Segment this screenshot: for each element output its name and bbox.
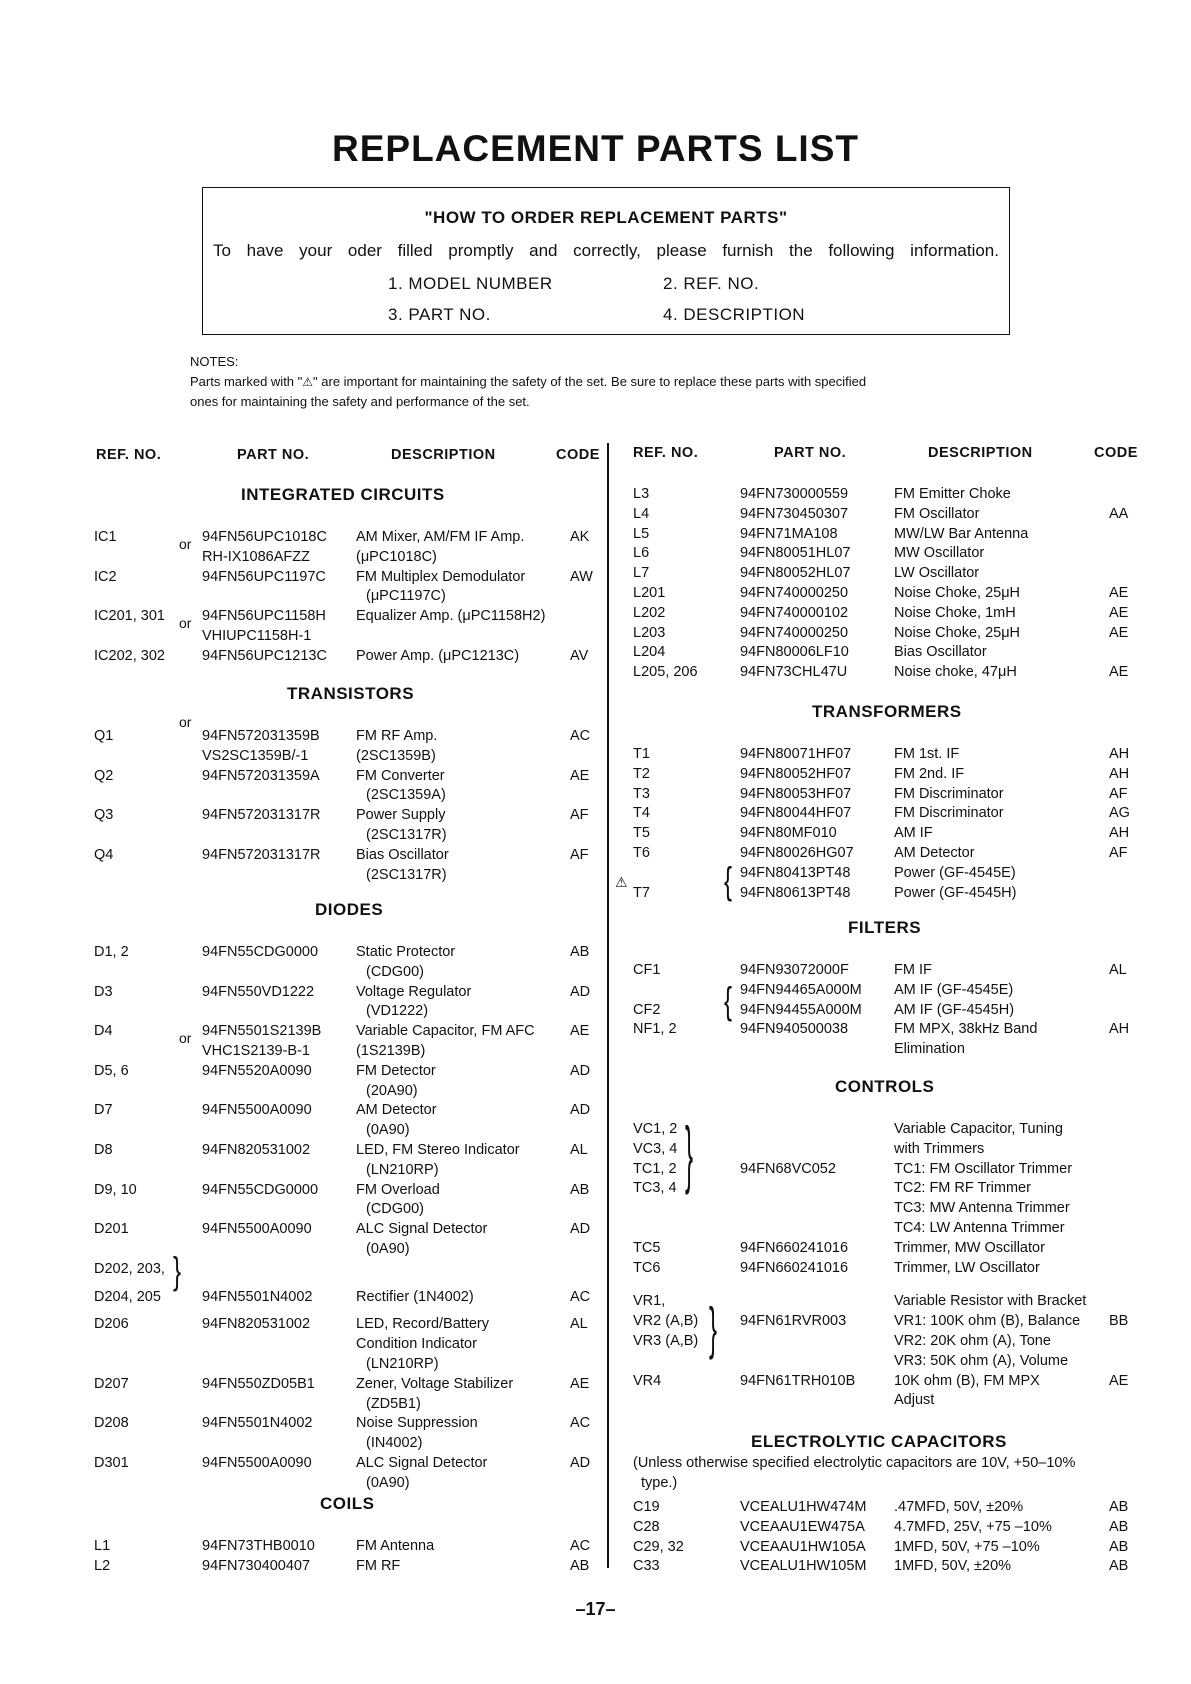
cell-ref: VC1, 2 [633, 1121, 678, 1137]
cell-ref: T6 [633, 845, 650, 861]
cell-part: 94FN740000102 [740, 604, 849, 621]
cell-ref: VR1, [633, 1293, 666, 1310]
cell-desc: TC3: MW Antenna Trimmer [894, 1200, 1070, 1217]
order-item-ref-no: 2. REF. NO. [663, 274, 760, 293]
cell-ref: L4 [633, 505, 650, 522]
cell-desc: Equalizer Amp. (μPC1158H2) [356, 608, 546, 625]
cell-ref: TC3, 4 [633, 1180, 677, 1197]
cell-ref: L204 [633, 644, 666, 661]
cell-part: 94FN730400407 [202, 1557, 311, 1574]
cell-code: AE [1109, 624, 1129, 641]
cell-desc: FM Discriminator [894, 785, 1004, 802]
brace-d202-d205: } [173, 1249, 182, 1293]
cell-part: VCEALU1HW105M [740, 1558, 867, 1575]
cell-part: 94FN940500038 [740, 1021, 849, 1038]
electrolytic-note-line-1: (Unless otherwise specified electrolytic capacitors are 10V, +50–10% [633, 1455, 1076, 1471]
cell-desc: AM Mixer, AM/FM IF Amp. [356, 529, 525, 545]
brace-cf2: { [724, 979, 733, 1023]
cell-desc: (CDG00) [366, 963, 425, 980]
cell-desc: Noise Choke, 25μH [894, 585, 1021, 601]
cell-ref: TC6 [633, 1259, 661, 1276]
cell-part: VS2SC1359B/-1 [202, 747, 309, 764]
cell-desc: (2SC1359A) [366, 787, 446, 804]
cell-part: 94FN55CDG0000 [202, 944, 319, 960]
cell-desc: Voltage Regulator [356, 983, 472, 1000]
cell-code: BB [1109, 1313, 1129, 1330]
order-item-part-no: 3. PART NO. [388, 305, 491, 324]
cell-desc: Variable Capacitor, Tuning [894, 1121, 1064, 1137]
cell-ref: Q1 [94, 728, 114, 744]
cell-code: AF [570, 807, 589, 824]
cell-code: AB [1109, 1518, 1129, 1535]
section-title-filters: FILTERS [848, 918, 922, 937]
cell-ref: T2 [633, 765, 650, 782]
cell-part: 94FN5500A0090 [202, 1221, 312, 1238]
page-title: REPLACEMENT PARTS LIST [332, 128, 859, 169]
cell-code: AD [570, 1102, 591, 1119]
cell-code: AB [1109, 1558, 1129, 1575]
cell-ref: IC1 [94, 529, 117, 545]
cell-desc: (ZD5B1) [366, 1395, 421, 1412]
cell-desc: FM MPX, 38kHz Band [894, 1021, 1038, 1038]
cell-desc: Bias Oscillator [894, 644, 987, 661]
brace-vr: } [709, 1297, 718, 1362]
notes-line-1: Parts marked with "⚠" are important for maintaining the safety of the set. Be sure to replace these parts with specified [190, 374, 867, 389]
cell-part: 94FN68VC052 [740, 1160, 836, 1177]
cell-ref: C28 [633, 1518, 660, 1535]
electrolytic-note-line-2: type.) [641, 1475, 678, 1491]
cell-ref: TC5 [633, 1239, 661, 1256]
cell-desc: (LN210RP) [366, 1161, 439, 1178]
cell-desc: Trimmer, MW Oscillator [894, 1239, 1045, 1256]
cell-ref: D204, 205 [94, 1288, 161, 1305]
cell-desc: Variable Capacitor, FM AFC [356, 1023, 535, 1040]
cell-desc: FM Detector [356, 1062, 436, 1079]
cell-ref: TC1, 2 [633, 1160, 677, 1177]
cell-ref: Q4 [94, 846, 114, 863]
cell-desc: Condition Indicator [356, 1336, 477, 1353]
cell-code: AE [1109, 585, 1129, 601]
cell-part: 94FN740000250 [740, 585, 849, 601]
order-heading: "HOW TO ORDER REPLACEMENT PARTS" [424, 208, 788, 227]
cell-part: VCEALU1HW474M [740, 1499, 867, 1515]
cell-desc: Static Protector [356, 944, 456, 960]
cell-ref: L202 [633, 604, 666, 621]
cell-desc: AM IF (GF-4545E) [894, 981, 1014, 998]
cell-part: 94FN56UPC1197C [202, 568, 326, 585]
cell-desc: VR1: 100K ohm (B), Balance [894, 1313, 1081, 1330]
cell-part: 94FN572031317R [202, 807, 321, 824]
cell-part: 94FN740000250 [740, 624, 849, 641]
cell-desc: 4.7MFD, 25V, +75 –10% [894, 1518, 1052, 1535]
cell-part: 94FN5501N4002 [202, 1288, 313, 1305]
cell-ref: L205, 206 [633, 664, 698, 681]
cell-ref: C29, 32 [633, 1538, 684, 1555]
cell-ref: D202, 203, [94, 1260, 165, 1277]
section-title-coils: COILS [320, 1494, 375, 1513]
header-part-no: PART NO. [774, 445, 847, 461]
cell-ref: CF2 [633, 1001, 661, 1018]
cell-desc: Bias Oscillator [356, 846, 449, 863]
page-number: –17– [575, 1599, 616, 1619]
cell-desc: (0A90) [366, 1122, 410, 1139]
cell-desc: with Trimmers [894, 1140, 985, 1157]
cell-ref: Q2 [94, 767, 114, 784]
cell-ref: D9, 10 [94, 1181, 137, 1198]
cell-ref: D7 [94, 1102, 113, 1119]
section-title-transformers: TRANSFORMERS [812, 702, 962, 721]
section-title-electrolytic-capacitors: ELECTROLYTIC CAPACITORS [751, 1432, 1007, 1451]
cell-ref: IC201, 301 [94, 608, 165, 625]
cell-part: 94FN80052HF07 [740, 765, 852, 782]
cell-part: 94FN61RVR003 [740, 1313, 847, 1330]
cell-code: AH [1109, 1021, 1130, 1038]
cell-part: 94FN80026HG07 [740, 845, 854, 861]
cell-code: AC [570, 728, 591, 744]
cell-part: 94FN94465A000M [740, 981, 862, 998]
cell-desc: ALC Signal Detector [356, 1221, 488, 1238]
cell-code: AB [570, 944, 590, 960]
cell-ref: L6 [633, 545, 650, 562]
cell-code: AE [570, 1023, 590, 1040]
cell-desc: FM 2nd. IF [894, 765, 965, 782]
cell-part: 94FN80071HF07 [740, 746, 852, 762]
cell-code: AD [570, 983, 591, 1000]
cell-code: AA [1109, 505, 1129, 522]
cell-code: AH [1109, 746, 1130, 762]
cell-desc: 10K ohm (B), FM MPX [894, 1372, 1040, 1389]
cell-part: 94FN80053HF07 [740, 785, 852, 802]
cell-part: 94FN80613PT48 [740, 884, 851, 901]
cell-part: 94FN80006LF10 [740, 644, 849, 661]
cell-desc: MW Oscillator [894, 545, 985, 562]
how-to-order-box [202, 187, 1010, 335]
cell-desc: Adjust [894, 1392, 935, 1409]
header-code: CODE [1094, 445, 1138, 461]
cell-code: AL [570, 1316, 588, 1333]
cell-desc: (CDG00) [366, 1201, 425, 1218]
cell-part: 94FN80044HF07 [740, 805, 852, 822]
cell-desc: Noise Choke, 25μH [894, 624, 1021, 641]
cell-ref: T1 [633, 746, 650, 762]
cell-ref: D4 [94, 1023, 113, 1040]
cell-part: 94FN80413PT48 [740, 864, 851, 881]
cell-ref: L5 [633, 525, 650, 542]
cell-part: 94FN55CDG0000 [202, 1181, 319, 1198]
cell-part: 94FN572031317R [202, 846, 321, 863]
cell-part: 94FN572031359A [202, 767, 320, 784]
cell-desc: (VD1222) [366, 1003, 429, 1020]
cell-code: AE [570, 1375, 590, 1392]
cell-code: AK [570, 529, 590, 545]
cell-part: VHIUPC1158H-1 [202, 628, 312, 644]
cell-ref: C33 [633, 1558, 660, 1575]
cell-part: VCEAAU1EW475A [740, 1518, 865, 1535]
cell-desc: FM RF [356, 1557, 401, 1574]
cell-ref: C19 [633, 1499, 660, 1515]
cell-desc: Trimmer, LW Oscillator [894, 1259, 1040, 1276]
cell-part: 94FN730450307 [740, 505, 849, 522]
cell-desc: (μPC1018C) [356, 548, 437, 565]
section-title-controls: CONTROLS [835, 1077, 935, 1096]
cell-desc: (1S2139B) [356, 1043, 426, 1059]
section-title-transistors: TRANSISTORS [287, 684, 415, 703]
cell-ref: VR2 (A,B) [633, 1313, 699, 1330]
cell-desc: FM Antenna [356, 1538, 435, 1554]
cell-code: AV [570, 647, 589, 664]
header-ref-no: REF. NO. [96, 447, 162, 463]
cell-desc: 1MFD, 50V, ±20% [894, 1558, 1012, 1575]
cell-desc: FM Emitter Choke [894, 486, 1011, 502]
cell-code: AH [1109, 825, 1130, 842]
cell-part: 94FN80052HL07 [740, 565, 851, 582]
brace-t7: { [724, 859, 733, 903]
cell-desc: FM Multiplex Demodulator [356, 568, 526, 585]
cell-code: AD [570, 1455, 591, 1471]
cell-desc: AM Detector [356, 1102, 437, 1119]
cell-code: AD [570, 1062, 591, 1079]
safety-warning-icon: ⚠ [302, 375, 314, 389]
or-label: or [179, 714, 192, 730]
cell-ref: T3 [633, 785, 650, 802]
cell-desc: FM Converter [356, 767, 445, 784]
cell-desc: Elimination [894, 1041, 965, 1058]
cell-part: 94FN80MF010 [740, 825, 837, 842]
cell-ref: D1, 2 [94, 944, 129, 960]
cell-ref: L203 [633, 624, 666, 641]
cell-code: AC [570, 1288, 591, 1305]
cell-desc: Noise choke, 47μH [894, 664, 1017, 681]
cell-ref: L3 [633, 486, 650, 502]
cell-desc: AM Detector [894, 845, 975, 861]
cell-part: RH-IX1086AFZZ [202, 548, 310, 565]
cell-ref: L2 [94, 1557, 111, 1574]
cell-desc: FM Oscillator [894, 505, 980, 522]
cell-part: 94FN56UPC1018C [202, 529, 327, 545]
cell-code: AB [570, 1557, 590, 1574]
cell-desc: VR3: 50K ohm (A), Volume [894, 1352, 1069, 1369]
cell-code: AB [570, 1181, 590, 1198]
cell-part: 94FN550VD1222 [202, 983, 315, 1000]
cell-part: 94FN93072000F [740, 962, 849, 978]
header-part-no: PART NO. [237, 447, 310, 463]
or-label: or [179, 536, 192, 552]
or-label: or [179, 615, 192, 631]
cell-desc: VR2: 20K ohm (A), Tone [894, 1333, 1051, 1349]
notes [190, 352, 1050, 412]
cell-ref: D3 [94, 983, 113, 1000]
cell-code: AF [1109, 785, 1128, 802]
cell-code: AG [1109, 805, 1130, 822]
cell-desc: .47MFD, 50V, ±20% [894, 1499, 1024, 1515]
header-description: DESCRIPTION [391, 447, 496, 463]
cell-code: AH [1109, 765, 1130, 782]
cell-desc: TC4: LW Antenna Trimmer [894, 1220, 1065, 1236]
cell-part: 94FN660241016 [740, 1239, 849, 1256]
cell-part: 94FN61TRH010B [740, 1372, 856, 1389]
cell-part: 94FN5500A0090 [202, 1455, 312, 1471]
cell-ref: Q3 [94, 807, 114, 824]
cell-desc: Power (GF-4545E) [894, 864, 1016, 881]
cell-desc: FM IF [894, 962, 932, 978]
or-label: or [179, 1030, 192, 1046]
cell-desc: FM Overload [356, 1181, 440, 1198]
cell-ref: D207 [94, 1375, 129, 1392]
cell-ref: D208 [94, 1415, 129, 1432]
cell-code: AC [570, 1415, 591, 1432]
cell-ref: T7 [633, 884, 650, 901]
cell-part: 94FN5501N4002 [202, 1415, 313, 1432]
column-divider [607, 443, 609, 1568]
order-instructions: To have your oder filled promptly and correctly, please furnish the following information. [213, 241, 999, 260]
cell-ref: IC2 [94, 568, 117, 585]
cell-part: 94FN820531002 [202, 1316, 311, 1333]
cell-desc: AM IF [894, 825, 933, 842]
cell-desc: FM Discriminator [894, 805, 1004, 822]
cell-desc: (2SC1317R) [366, 827, 447, 843]
cell-part: 94FN820531002 [202, 1142, 311, 1158]
cell-desc: (0A90) [366, 1241, 410, 1257]
cell-ref: VR3 (A,B) [633, 1333, 699, 1349]
cell-desc: (20A90) [366, 1082, 418, 1099]
cell-desc: 1MFD, 50V, +75 –10% [894, 1538, 1040, 1555]
cell-ref: L7 [633, 565, 650, 582]
cell-code: AE [570, 767, 590, 784]
cell-desc: Noise Suppression [356, 1415, 478, 1432]
header-code: CODE [556, 447, 600, 463]
cell-desc: Variable Resistor with Bracket [894, 1293, 1087, 1310]
section-title-diodes: DIODES [315, 900, 384, 919]
cell-desc: (2SC1359B) [356, 747, 436, 764]
cell-desc: (2SC1317R) [366, 866, 447, 883]
cell-ref: T5 [633, 825, 650, 842]
cell-part: 94FN730000559 [740, 486, 849, 502]
cell-desc: MW/LW Bar Antenna [894, 525, 1029, 542]
cell-desc: FM RF Amp. [356, 728, 438, 744]
cell-part: VHC1S2139-B-1 [202, 1043, 310, 1059]
cell-code: AB [1109, 1538, 1129, 1555]
cell-desc: LW Oscillator [894, 565, 980, 582]
cell-code: AE [1109, 604, 1129, 621]
notes-line-2: ones for maintaining the safety and performance of the set. [190, 394, 530, 409]
cell-desc: AM IF (GF-4545H) [894, 1001, 1015, 1018]
cell-desc: Power Amp. (μPC1213C) [356, 647, 520, 664]
cell-desc: Power Supply [356, 807, 446, 824]
cell-part: 94FN5500A0090 [202, 1102, 312, 1119]
cell-part: 94FN56UPC1213C [202, 647, 327, 664]
cell-part: VCEAAU1HW105A [740, 1538, 866, 1555]
cell-part: 94FN73THB0010 [202, 1538, 315, 1554]
cell-desc: Rectifier (1N4002) [356, 1288, 474, 1305]
cell-desc: (LN210RP) [366, 1356, 439, 1372]
cell-code: AW [570, 568, 593, 585]
cell-code: AD [570, 1221, 591, 1238]
cell-code: AC [570, 1538, 591, 1554]
cell-part: 94FN550ZD05B1 [202, 1375, 315, 1392]
cell-desc: ALC Signal Detector [356, 1455, 488, 1471]
cell-ref: D201 [94, 1221, 129, 1238]
cell-desc: (IN4002) [366, 1435, 423, 1452]
cell-desc: Zener, Voltage Stabilizer [356, 1375, 514, 1392]
cell-desc: (0A90) [366, 1474, 410, 1491]
brace-vc-tc: } [685, 1113, 694, 1198]
cell-code: AL [570, 1142, 588, 1158]
cell-desc: LED, Record/Battery [356, 1316, 489, 1333]
cell-code: AB [1109, 1499, 1129, 1515]
cell-ref: CF1 [633, 962, 661, 978]
section-title-integrated-circuits: INTEGRATED CIRCUITS [241, 485, 445, 504]
cell-desc: FM 1st. IF [894, 746, 960, 762]
cell-desc: (μPC1197C) [366, 588, 446, 605]
cell-desc: Power (GF-4545H) [894, 884, 1017, 901]
cell-part: 94FN73CHL47U [740, 664, 848, 681]
header-ref-no: REF. NO. [633, 445, 699, 461]
cell-desc: TC1: FM Oscillator Trimmer [894, 1160, 1073, 1177]
cell-ref: D206 [94, 1316, 129, 1333]
cell-code: AE [1109, 1372, 1129, 1389]
cell-part: 94FN572031359B [202, 728, 320, 744]
cell-ref: T4 [633, 805, 650, 822]
cell-part: 94FN56UPC1158H [202, 608, 326, 625]
cell-part: 94FN94455A000M [740, 1001, 862, 1018]
cell-ref: VR4 [633, 1372, 662, 1389]
cell-part: 94FN71MA108 [740, 525, 838, 542]
cell-code: AF [570, 846, 589, 863]
header-description: DESCRIPTION [928, 445, 1033, 461]
cell-ref: D8 [94, 1142, 113, 1158]
cell-desc: TC2: FM RF Trimmer [894, 1180, 1031, 1197]
cell-ref: D5, 6 [94, 1062, 129, 1079]
cell-part: 94FN80051HL07 [740, 545, 851, 562]
order-item-model-number: 1. MODEL NUMBER [388, 274, 553, 293]
cell-ref: L1 [94, 1538, 111, 1554]
cell-ref: L201 [633, 585, 666, 601]
cell-part: 94FN5520A0090 [202, 1062, 312, 1079]
cell-part: 94FN5501S2139B [202, 1023, 322, 1040]
cell-code: AL [1109, 962, 1127, 978]
cell-desc: Noise Choke, 1mH [894, 604, 1016, 621]
cell-ref: NF1, 2 [633, 1021, 677, 1038]
cell-ref: IC202, 302 [94, 647, 165, 664]
notes-label: NOTES: [190, 354, 239, 369]
order-item-description: 4. DESCRIPTION [663, 305, 806, 324]
cell-code: AF [1109, 845, 1128, 861]
cell-ref: VC3, 4 [633, 1140, 678, 1157]
cell-code: AE [1109, 664, 1129, 681]
cell-desc: LED, FM Stereo Indicator [356, 1142, 520, 1158]
cell-ref: D301 [94, 1455, 129, 1471]
cell-part: 94FN660241016 [740, 1259, 849, 1276]
safety-warning-icon: ⚠ [615, 874, 628, 890]
